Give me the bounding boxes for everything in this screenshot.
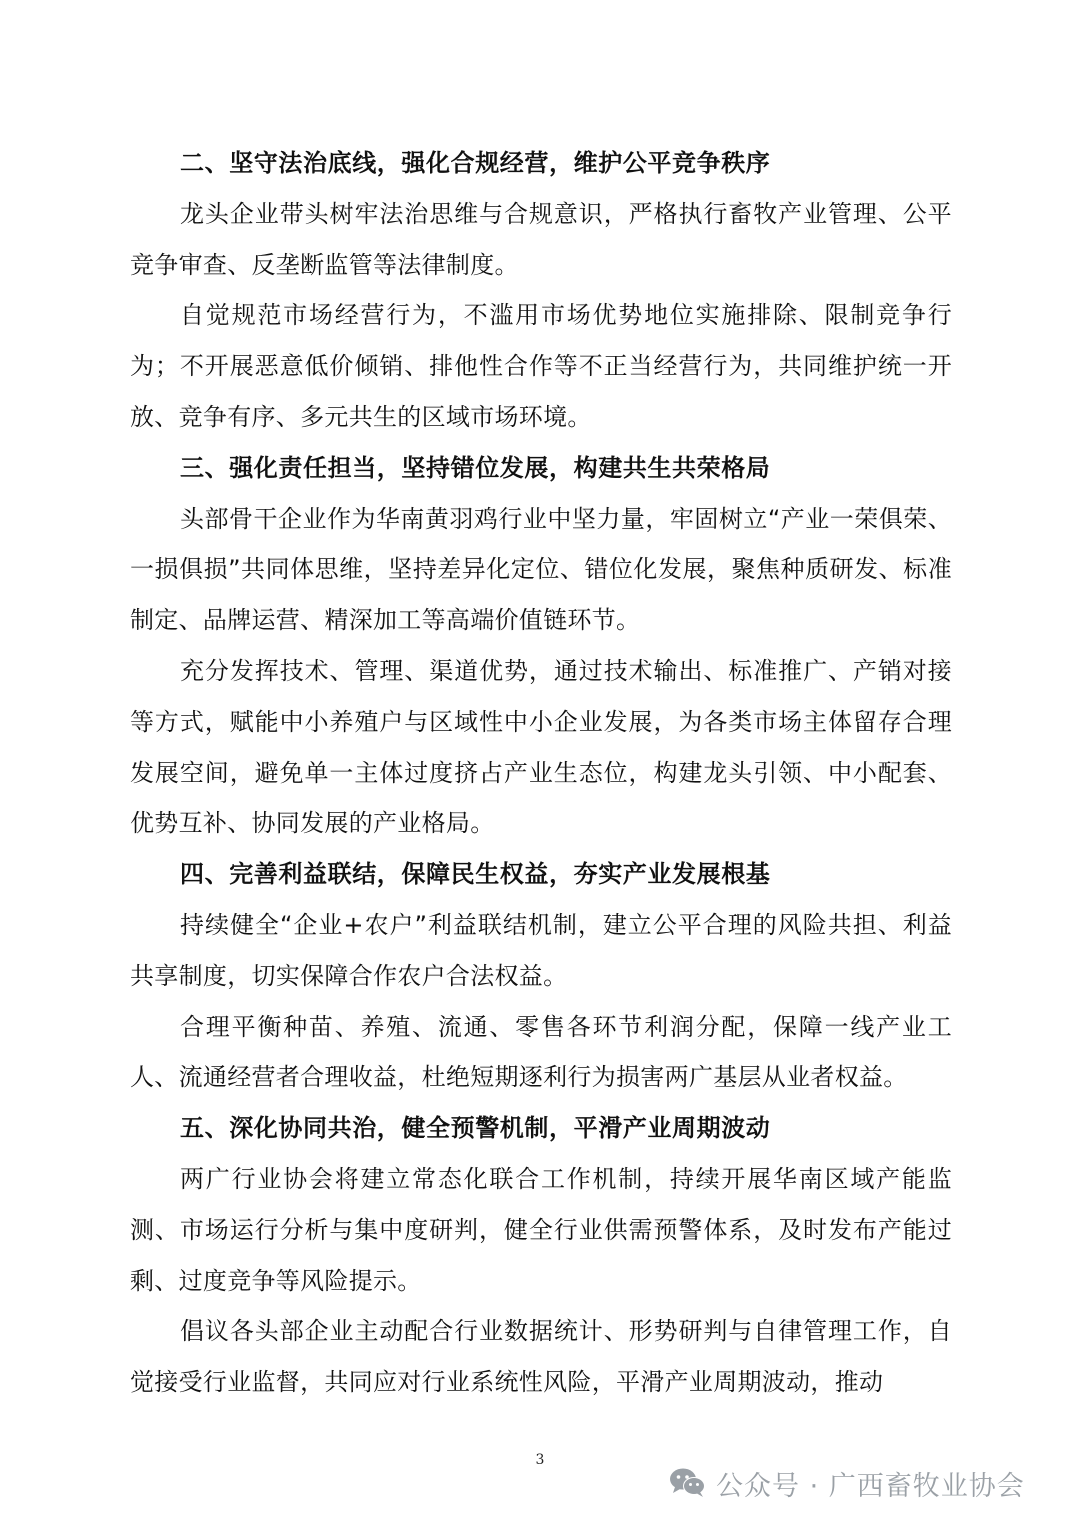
section-5-paragraph-1: 两广行业协会将建立常态化联合工作机制，持续开展华南区域产能监测、市场运行分析与集中度研判，健全行业供需预警体系，及时发布产能过剩、过度竞争等风险提示。 xyxy=(130,1164,952,1295)
section-heading-4: 四、完善利益联结，保障民生权益，夯实产业发展根基 xyxy=(180,860,771,889)
section-heading-5: 五、深化协同共治，健全预警机制，平滑产业周期波动 xyxy=(180,1114,771,1143)
watermark xyxy=(668,1463,1025,1503)
page-number: 3 xyxy=(535,1452,545,1468)
watermark-text: 公众号 · 广西畜牧业协会 xyxy=(716,1470,1025,1502)
section-heading-2: 二、坚守法治底线，强化合规经营，维护公平竞争秩序 xyxy=(180,149,771,177)
section-2-paragraph-1: 龙头企业带头树牢法治思维与合规意识，严格执行畜牧产业管理、公平竞争审查、反垄断监管等法律制度。 xyxy=(130,199,952,279)
section-heading-3: 三、强化责任担当，坚持错位发展，构建共生共荣格局 xyxy=(180,453,771,482)
wechat-icon xyxy=(668,1466,708,1500)
section-4-paragraph-2: 合理平衡种苗、养殖、流通、零售各环节利润分配，保障一线产业工人、流通经营者合理收益，杜绝短期逐利行为损害两广基层从业者权益。 xyxy=(130,1012,952,1092)
section-4-paragraph-1: 持续健全“企业+农户”利益联结机制，建立公平合理的风险共担、利益共享制度，切实保障合作农户合法权益。 xyxy=(130,910,952,990)
section-3-paragraph-2: 充分发挥技术、管理、渠道优势，通过技术输出、标准推广、产销对接等方式，赋能中小养殖户与区域性中小企业发展，为各类市场主体留存合理发展空间，避免单一主体过度挤占产业生态位，构建龙头引领、中小配套、优势互补、协同发展的产业格局。 xyxy=(130,656,952,838)
section-2-paragraph-2: 自觉规范市场经营行为，不滥用市场优势地位实施排除、限制竞争行为；不开展恶意低价倾销、排他性合作等不正当经营行为，共同维护统一开放、竞争有序、多元共生的区域市场环境。 xyxy=(130,301,952,431)
section-5-paragraph-2: 倡议各头部企业主动配合行业数据统计、形势研判与自律管理工作，自觉接受行业监督，共同应对行业系统性风险，平滑产业周期波动，推动 xyxy=(130,1317,952,1397)
document-body xyxy=(130,138,952,1408)
section-3-paragraph-1: 头部骨干企业作为华南黄羽鸡行业中坚力量，牢固树立“产业一荣俱荣、一损俱损”共同体思维，坚持差异化定位、错位化发展，聚焦种质研发、标准制定、品牌运营、精深加工等高端价值链环节。 xyxy=(130,504,952,635)
